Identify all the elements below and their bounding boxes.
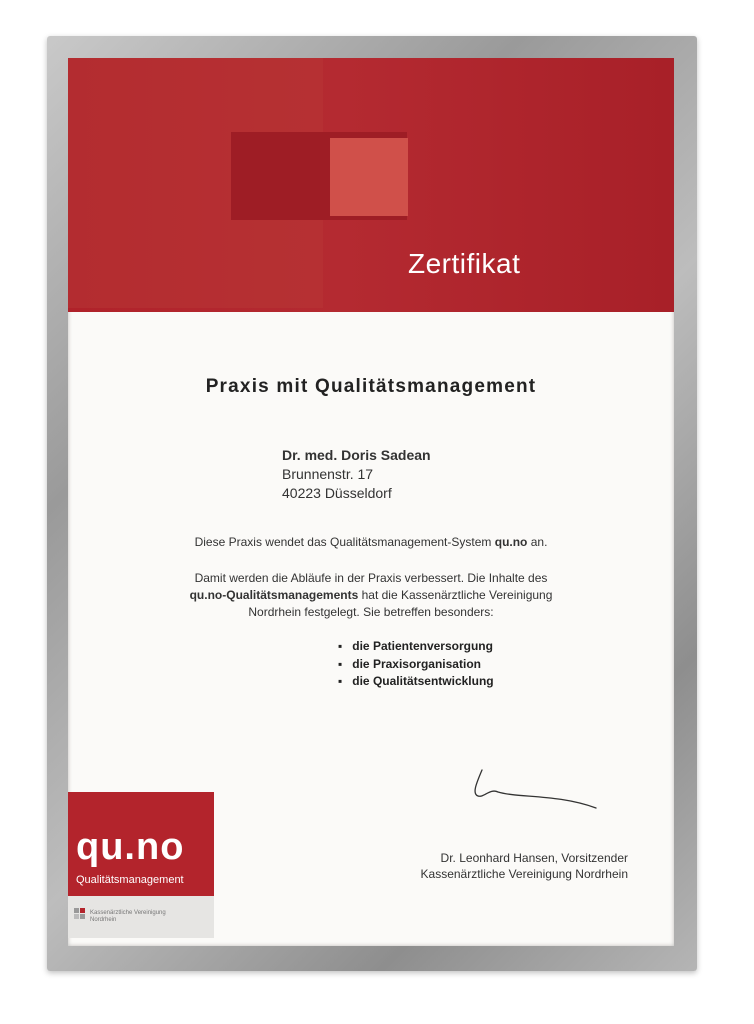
topics-list bbox=[338, 638, 494, 691]
statement-text-after: an. bbox=[527, 535, 548, 549]
logo-grey-block bbox=[68, 896, 214, 938]
banner-title: Zertifikat bbox=[408, 248, 521, 279]
description-line-1: Damit werden die Abläufe in der Praxis verbessert. Die Inhalte des bbox=[194, 571, 548, 585]
kv-logo-text bbox=[90, 910, 166, 924]
logo-name: qu.no bbox=[76, 826, 185, 868]
practice-address bbox=[282, 446, 431, 503]
signer-organization: Kassenärztliche Vereinigung Nordrhein bbox=[420, 867, 628, 881]
practice-name: Dr. med. Doris Sadean bbox=[282, 447, 431, 463]
statement-system-name: qu.no bbox=[494, 535, 528, 549]
quno-logo bbox=[68, 792, 214, 938]
practice-city: 40223 Düsseldorf bbox=[282, 485, 392, 501]
statement-paragraph bbox=[68, 535, 674, 549]
certificate-paper bbox=[68, 58, 674, 946]
kv-logo-line-2: Nordrhein bbox=[90, 917, 117, 923]
description-paragraph bbox=[68, 570, 674, 621]
list-item: ▪ die Patientenversorgung bbox=[338, 638, 494, 656]
header-banner bbox=[68, 58, 674, 312]
kv-logo-line-1: Kassenärztliche Vereinigung bbox=[90, 910, 166, 916]
list-item: ▪ die Qualitätsentwicklung bbox=[338, 673, 494, 691]
kv-logo-icon bbox=[74, 908, 86, 920]
logo-subtitle: Qualitätsmanagement bbox=[76, 874, 184, 886]
description-line-2 bbox=[68, 587, 674, 604]
certificate-title: Praxis mit Qualitätsmanagement bbox=[205, 376, 537, 397]
statement-text-before: Diese Praxis wendet das Qualitätsmanagement-System bbox=[194, 535, 495, 549]
description-line-2-rest: hat die Kassenärztliche Vereinigung bbox=[358, 588, 553, 602]
list-item: ▪ die Praxisorganisation bbox=[338, 656, 494, 674]
signer-block bbox=[421, 850, 628, 882]
practice-street: Brunnenstr. 17 bbox=[282, 466, 374, 482]
banner-block-highlight bbox=[330, 138, 408, 216]
description-system-name: qu.no-Qualitätsmanagements bbox=[189, 588, 359, 602]
description-line-3: Nordrhein festgelegt. Sie betreffen besonders: bbox=[248, 605, 494, 619]
signature bbox=[468, 758, 608, 838]
logo-red-block bbox=[68, 792, 214, 896]
signer-name: Dr. Leonhard Hansen, Vorsitzender bbox=[440, 851, 628, 865]
